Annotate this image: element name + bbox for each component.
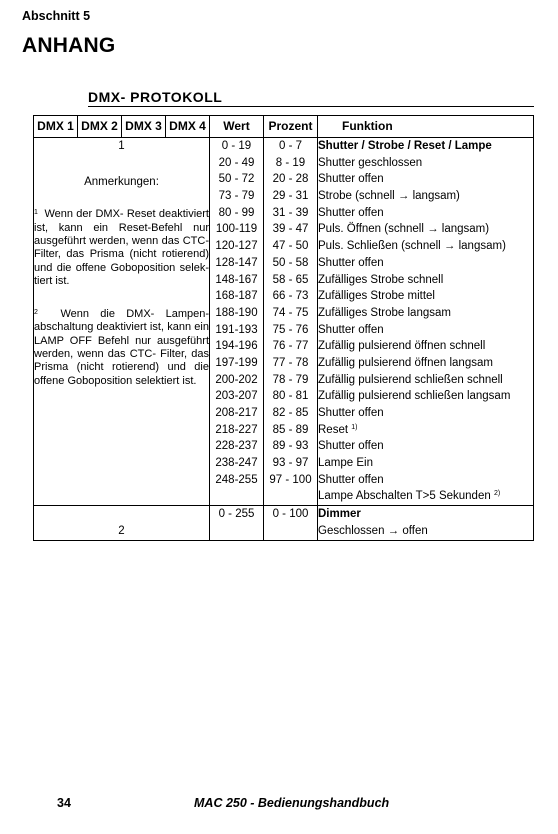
wert-value: 208-217 xyxy=(215,407,258,419)
table-header-row xyxy=(34,116,534,138)
footnote-marker: 2) xyxy=(493,490,501,498)
wert-value: 128-147 xyxy=(215,256,258,269)
prozent-value: 66 - 73 xyxy=(272,290,309,303)
note-1-marker: 1 xyxy=(34,209,38,217)
header-prozent: Prozent xyxy=(264,116,318,138)
funktion-value xyxy=(318,455,533,472)
funktion-text: Shutter offen xyxy=(318,206,384,219)
protocol-title: DMX- PROTOKOLL xyxy=(88,89,223,105)
header-dmx1: DMX 1 xyxy=(34,116,78,138)
wert-value: 0 - 19 xyxy=(221,140,252,152)
wert-value: 188-190 xyxy=(215,306,258,319)
funktion-text: Strobe (schnell → langsam) xyxy=(318,190,460,203)
channel-1-wert-column xyxy=(210,138,264,506)
funktion-value xyxy=(318,288,533,305)
note-1-text: Wenn der DMX- Reset deaktiviert ist, kann ein Reset-Befehl nur ausgeführt werden, wenn das CTC- Filter, das Prisma (nicht rotierend) und die offene Goboposition selek-tiert ist. xyxy=(34,208,209,287)
channel-2-funktion-column xyxy=(318,506,534,540)
funktion-value xyxy=(318,488,533,505)
channel-2-prozent: 0 - 100 xyxy=(272,508,309,521)
channel-2-number: 2 xyxy=(118,524,125,537)
note-2 xyxy=(34,308,209,388)
prozent-value: 75 - 76 xyxy=(272,323,309,336)
wert-value: 80 - 99 xyxy=(218,206,255,219)
channel-2-wert-column xyxy=(210,506,264,540)
footnote-marker: 1) xyxy=(351,423,358,431)
funktion-text: Puls. Schließen (schnell → langsam) xyxy=(318,240,506,253)
title-underline xyxy=(88,106,534,107)
funktion-value xyxy=(318,171,533,188)
header-dmx2: DMX 2 xyxy=(78,116,122,138)
funktion-text: Zufällig pulsierend schließen langsam xyxy=(318,390,511,403)
header-dmx3: DMX 3 xyxy=(122,116,166,138)
funktion-text: Lampe Ein xyxy=(318,457,373,470)
channel-2-prozent-column xyxy=(264,506,318,540)
prozent-value: 8 - 19 xyxy=(275,156,306,169)
prozent-value: 85 - 89 xyxy=(272,423,309,436)
prozent-value: 31 - 39 xyxy=(272,206,309,219)
prozent-value: 39 - 47 xyxy=(272,223,309,236)
wert-value: 191-193 xyxy=(215,323,258,336)
funktion-text: Shutter offen xyxy=(318,256,384,269)
funktion-value xyxy=(318,338,533,355)
funktion-value xyxy=(318,255,533,272)
note-2-text: Wenn die DMX- Lampen-abschaltung deaktiviert ist, kann ein LAMP OFF Befehl nur ausgeführt werden, wenn das CTC- Filter, das Prisma (nicht rotierend) und die offene Goboposition selektiert ist. xyxy=(34,308,209,387)
header-wert: Wert xyxy=(210,116,264,138)
funktion-text: Lampe Abschalten T>5 Sekunden xyxy=(318,490,491,503)
funktion-text: Shutter offen xyxy=(318,407,384,419)
wert-value: 194-196 xyxy=(215,340,258,353)
funktion-text: Zufälliges Strobe schnell xyxy=(318,273,444,286)
funktion-value xyxy=(318,438,533,455)
funktion-value xyxy=(318,388,533,405)
wert-value: 50 - 72 xyxy=(218,173,255,186)
note-2-marker: 2 xyxy=(34,309,38,317)
wert-value: 100-119 xyxy=(215,223,258,236)
prozent-value: 58 - 65 xyxy=(272,273,309,286)
funktion-text: Zufälliges Strobe langsam xyxy=(318,306,451,319)
wert-value: 203-207 xyxy=(215,390,258,403)
notes-label: Anmerkungen: xyxy=(84,175,159,188)
funktion-text: Zufällig pulsierend öffnen schnell xyxy=(318,340,486,353)
channel-2-funktion: Geschlossen → offen xyxy=(318,524,428,537)
wert-value: 218-227 xyxy=(215,423,258,436)
prozent-value: 74 - 75 xyxy=(272,306,309,319)
funktion-text: Puls. Öffnen (schnell → langsam) xyxy=(318,223,490,236)
prozent-value: 50 - 58 xyxy=(272,256,309,269)
funktion-text: Reset xyxy=(318,423,349,436)
funktion-value xyxy=(318,238,533,255)
funktion-value xyxy=(318,472,533,489)
footer-page-number: 34 xyxy=(57,796,71,810)
funktion-value xyxy=(318,372,533,389)
funktion-text: Shutter geschlossen xyxy=(318,156,423,169)
wert-value: 238-247 xyxy=(215,457,258,470)
page-title: ANHANG xyxy=(22,34,116,57)
wert-value: 148-167 xyxy=(215,273,258,286)
channel-1-description xyxy=(34,138,210,506)
note-1 xyxy=(34,208,209,288)
prozent-value: 93 - 97 xyxy=(272,457,309,470)
channel-1-prozent-column xyxy=(264,138,318,506)
funktion-value xyxy=(318,188,533,205)
prozent-value: 89 - 93 xyxy=(272,440,309,453)
channel-2-description xyxy=(34,506,210,540)
funktion-value xyxy=(318,221,533,238)
funktion-text: Shutter offen xyxy=(318,173,384,186)
funktion-text: Zufälliges Strobe mittel xyxy=(318,290,435,303)
channel-1-funktion-column xyxy=(318,138,534,506)
funktion-text: Shutter offen xyxy=(318,323,384,336)
funktion-text: Shutter offen xyxy=(318,473,384,486)
funktion-value xyxy=(318,272,533,289)
wert-value: 197-199 xyxy=(215,356,258,369)
table-row-channel-2 xyxy=(34,506,534,540)
funktion-value xyxy=(318,305,533,322)
wert-value: 200-202 xyxy=(215,373,258,386)
header-funktion: Funktion xyxy=(318,116,534,138)
section-label: Abschnitt 5 xyxy=(22,9,91,23)
funktion-value xyxy=(318,355,533,372)
funktion-value xyxy=(318,205,533,222)
prozent-value: 20 - 28 xyxy=(272,173,309,186)
wert-value: 228-237 xyxy=(215,440,258,453)
prozent-value: 29 - 31 xyxy=(272,190,309,203)
dmx-protocol-table xyxy=(33,115,534,541)
channel-1-number: 1 xyxy=(118,140,125,152)
prozent-value: 78 - 79 xyxy=(272,373,309,386)
funktion-text: Shutter offen xyxy=(318,440,384,453)
channel-1-function-header: Shutter / Strobe / Reset / Lampe xyxy=(318,140,492,152)
prozent-value: 77 - 78 xyxy=(272,356,309,369)
table-row-channel-1 xyxy=(34,138,534,506)
prozent-value: 82 - 85 xyxy=(272,407,309,419)
prozent-value: 97 - 100 xyxy=(269,473,312,486)
funktion-value xyxy=(318,422,533,439)
channel-2-function-header: Dimmer xyxy=(318,508,361,521)
prozent-value: 80 - 81 xyxy=(272,390,309,403)
funktion-text: Zufällig pulsierend öffnen langsam xyxy=(318,356,493,369)
channel-2-wert: 0 - 255 xyxy=(218,508,255,521)
prozent-value: 76 - 77 xyxy=(272,340,309,353)
wert-value: 120-127 xyxy=(215,240,258,253)
funktion-value xyxy=(318,155,533,172)
funktion-text: Zufällig pulsierend schließen schnell xyxy=(318,373,503,386)
wert-value: 20 - 49 xyxy=(218,156,255,169)
funktion-value xyxy=(318,322,533,339)
wert-value: 168-187 xyxy=(215,290,258,303)
prozent-value: 0 - 7 xyxy=(278,140,302,152)
wert-value: 248-255 xyxy=(215,473,258,486)
wert-value: 73 - 79 xyxy=(218,190,255,203)
footer-manual-title: MAC 250 - Bedienungshandbuch xyxy=(194,796,390,810)
prozent-value: 47 - 50 xyxy=(272,240,309,253)
header-dmx4: DMX 4 xyxy=(166,116,210,138)
funktion-value xyxy=(318,405,533,422)
